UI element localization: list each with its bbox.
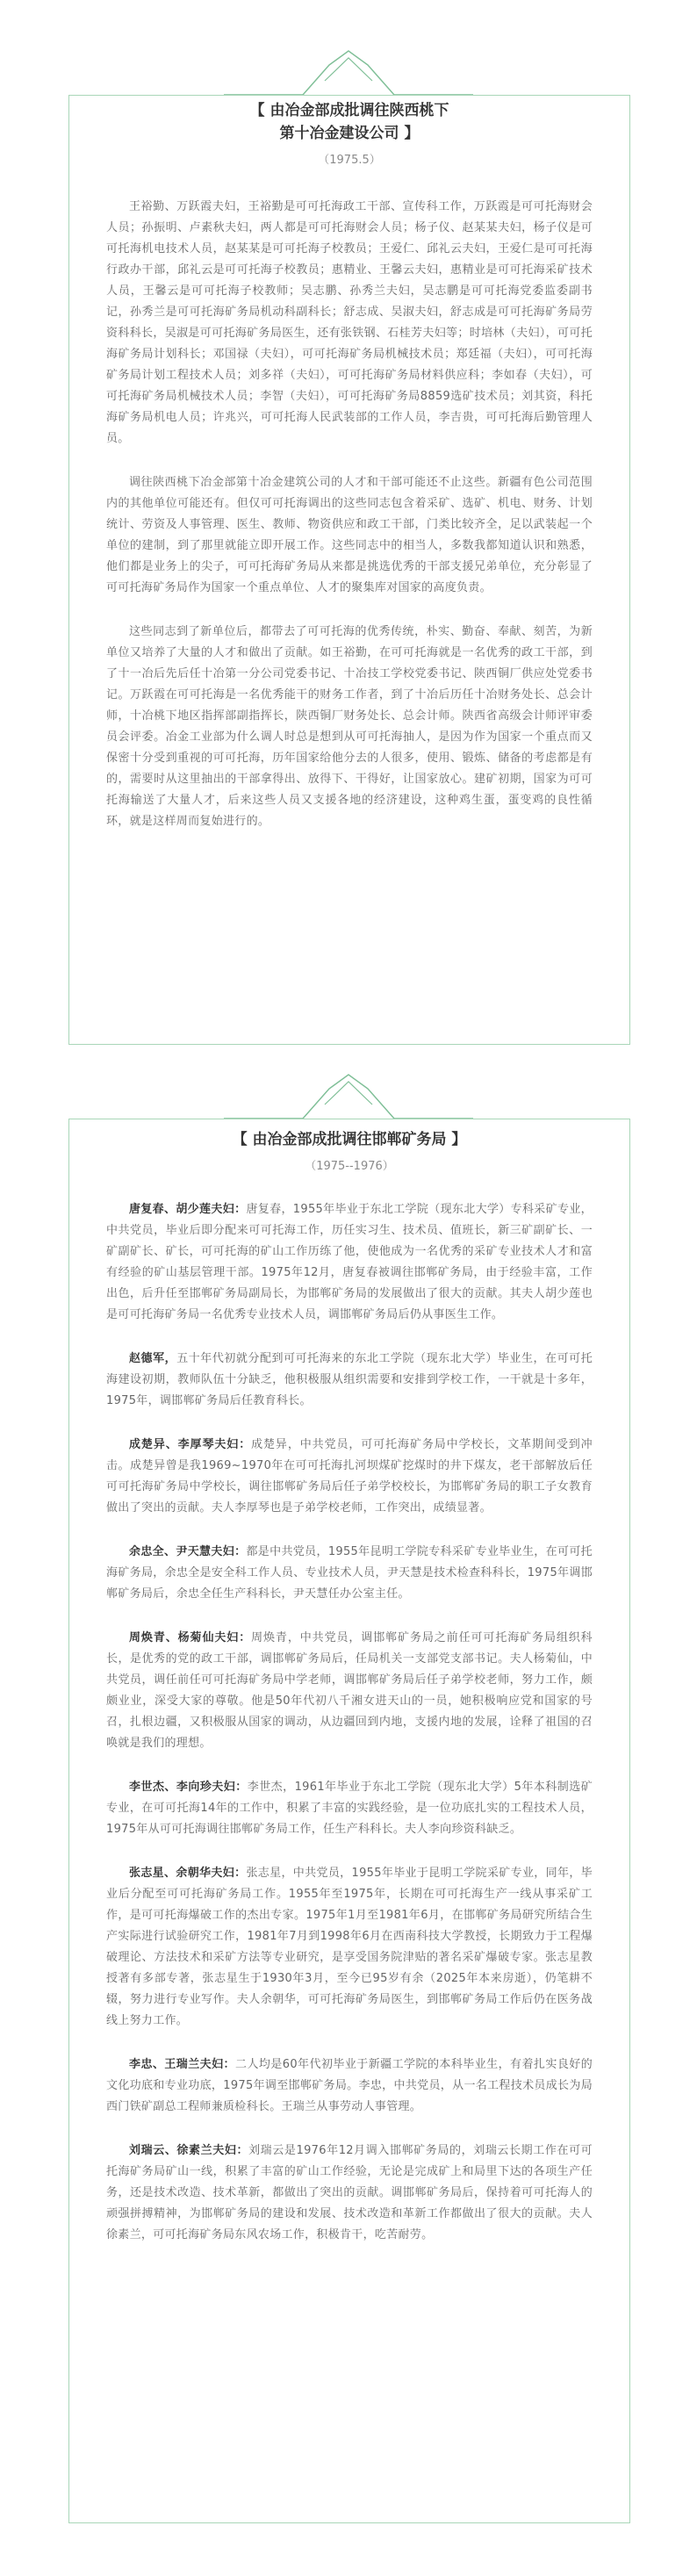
person-name: 刘瑞云、徐素兰夫妇：: [129, 2144, 249, 2157]
person-name: 张志星、余朝华夫妇：: [129, 1867, 247, 1880]
person-name: 唐复春、胡少莲夫妇：: [129, 1203, 247, 1216]
person-entry: [106, 1777, 593, 1840]
person-name: 余忠全、尹天慧夫妇：: [129, 1545, 247, 1558]
section-year: （1975.5）: [318, 154, 381, 167]
person-entry: [106, 1542, 593, 1605]
person-name: 赵德军，: [129, 1352, 177, 1365]
person-entry: [106, 1199, 593, 1326]
section-card-handan: [68, 1119, 630, 2523]
section-body: [69, 197, 629, 832]
person-name: 成楚异、李厚琴夫妇：: [129, 1438, 252, 1451]
section-body: [69, 1199, 629, 2246]
paragraph: 调往陕西桃下冶金部第十冶金建筑公司的人才和干部可能还不止这些。新疆有色公司范围内的其他单位可能还有。但仅可可托海调出的这些同志包含着采矿、选矿、机电、财务、计划统计、劳资及人事管理、医生、教师、物资供应和政工干部，门类比较齐全，足以武装起一个单位的建制，到了那里就能立即开展工作。这些同志中的相当人，多数我都知道认识和熟悉，他们都是业务上的尖子，可可托海矿务局从来都是挑选优秀的干部支援兄弟单位，充分彰显了可可托海矿务局作为国家一个重点单位、人才的聚集库对国家的高度负责。: [106, 476, 593, 594]
person-entry: [106, 1349, 593, 1412]
person-name: 李忠、王瑞兰夫妇：: [129, 2058, 235, 2071]
person-text: 李世杰，1961年毕业于东北工学院（现东北大学）5年本科制选矿专业，在可可托海14年的工作中，积累了丰富的实践经验，是一位功底扎实的工程技术人员，1975年从可可托海调往邯郸矿务局工作，任生产科科长。夫人李向珍资科缺乏。: [106, 1781, 593, 1836]
person-entry: [106, 2054, 593, 2118]
person-text: 二人均是60年代初毕业于新疆工学院的本科毕业生，有着扎实良好的文化功底和专业功底，1975年调至邯郸矿务局。李忠，中共党员，从一名工程技术员成长为局西门铁矿副总工程师兼质检科长。王瑞兰从事劳动人事管理。: [106, 2058, 593, 2113]
person-name: 李世杰、李向珍夫妇：: [129, 1781, 248, 1794]
section-title: 【 由冶金部成批调往邯郸矿务局 】: [232, 1131, 467, 1148]
paragraph: 这些同志到了新单位后，都带去了可可托海的优秀传统，朴实、勤奋、奉献、刻苦，为新单位又培养了大量的人才和做出了贡献。如王裕勤，在可可托海就是一名优秀的政工干部，到了十一冶后先后任十冶第一分公司党委书记、十冶技工学校党委书记、陕西铜厂供应处党委书记。万跃霞在可可托海是一名优秀能干的财务工作者，到了十冶后历任十冶财务处长、总会计师，十冶桃下地区指挥部副指挥长，陕西铜厂财务处长、总会计师。陕西省高级会计师评审委员会评委。冶金工业部为什么调人时总是想到从可可托海抽人，是因为作为国家一个重点而又保密十分受到重视的可可托海，历年国家给他分去的人很多，使用、锻炼、储备的考虑都是有的，需要时从这里抽出的干部拿得出、放得下、干得好，让国家放心。建矿初期，国家为可可托海输送了大量人才，后来这些人员又支援各地的经济建设，这种鸡生蛋，蛋变鸡的良性循环，就是这样周而复始进行的。: [106, 625, 593, 828]
person-text: 五十年代初就分配到可可托海来的东北工学院（现东北大学）毕业生，在可可托海建设初期，教师队伍十分缺乏，他积极服从组织需要和安排到学校工作，一干就是十多年，1975年，调邯郸矿务局后任教育科长。: [106, 1352, 593, 1407]
person-text: 都是中共党员，1955年昆明工学院专科采矿专业毕业生，在可可托海矿务局，余忠全是安全科工作人员、专业技术人员，尹天慧是技术检查科科长，1975年调邯郸矿务局后，余忠全任生产科科长，尹天慧任办公室主任。: [106, 1545, 593, 1601]
person-entry: [106, 1628, 593, 1754]
person-text: 张志星，中共党员，1955年毕业于昆明工学院采矿专业，同年，毕业后分配至可可托海矿务局工作。1955年至1975年，长期在可可托海生产一线从事采矿工作，是可可托海爆破工作的杰出专家。1975年1月至1981年6月，在邯郸矿务局研究所结合生产实际进行试验研究工作，1981年7月到1998年6月在西南科技大学教授，长期致力于工程爆破理论、方法技术和采矿方法等专业研究，是享受国务院津贴的著名采矿爆破专家。张志星教授著有多部专著，张志星生于1930年3月，至今已95岁有余（2025年本来房逝），仍笔耕不辍，努力进行专业写作。夫人余朝华，可可托海矿务局医生，到邯郸矿务局工作后仍在医务战线上努力工作。: [106, 1867, 593, 2027]
person-text: 周焕青，中共党员，调邯郸矿务局之前任可可托海矿务局组织科长，是优秀的党的政工干部，调邯郸矿务局后，任局机关一支部党支部书记。夫人杨菊仙，中共党员，调任前任可可托海矿务局中学老师，调邯郸矿务局后任子弟学校老师，努力工作，颇颇业业，深受大家的尊敬。他是50年代初八千湘女进天山的一员，她积极响应党和国家的号召，扎根边疆，又积极服从国家的调动，从边疆回到内地，支援内地的发展，诠释了祖国的召唤就是我们的理想。: [106, 1631, 593, 1750]
person-entry: [106, 2141, 593, 2246]
paragraph: 王裕勤、万跃霞夫妇，王裕勤是可可托海政工干部、宣传科工作，万跃霞是可可托海财会人员；孙振明、卢素秋夫妇，两人都是可可托海财会人员；杨子仪、赵某某夫妇，杨子仪是可可托海机电技术人员，赵某某是可可托海子校教员；王爱仁、邱礼云夫妇，王爱仁是可可托海行政办干部，邱礼云是可可托海子校教员；惠精业、王馨云夫妇，惠精业是可可托海采矿技术人员，王馨云是可可托海子校教师；吴志鹏、孙秀兰夫妇，吴志鹏是可可托海党委监委副书记，孙秀兰是可可托海矿务局机动科副科长；舒志成、吴淑夫妇，舒志成是可可托海矿务局劳资科科长，吴淑是可可托海矿务局医生，还有张铁钢、石桂芳夫妇等；时培林（夫妇），可可托海矿务局计划科长；邓国禄（夫妇），可可托海矿务局机械技术员；郑廷福（夫妇），可可托海矿务局计划工程技术人员；刘多祥（夫妇），可可托海矿务局材料供应科；李如春（夫妇），可可托海矿务局机械技术人员；李智（夫妇），可可托海矿务局8859选矿技术员；刘其资，科托海矿务局机电人员；许兆兴，可可托海人民武装部的工作人员，李吉贵，可可托海后勤管理人员。: [106, 200, 593, 445]
person-text: 刘瑞云是1976年12月调入邯郸矿务局的，刘瑞云长期工作在可可托海矿务局矿山一线，积累了丰富的矿山工作经验，无论是完成矿上和局里下达的各项生产任务，还是技术改造、技术革新，都做出了突出的贡献。调邯郸矿务局后，保持着可可托海人的顽强拼搏精神，为邯郸矿务局的建设和发展、技术改造和革新工作都做出了很大的贡献。夫人徐素兰，可可托海矿务局东风农场工作，积极肯干，吃苦耐劳。: [106, 2144, 593, 2241]
section-card-shaanxi: [68, 95, 630, 1045]
section-title-line1: 【 由冶金部成批调往陕西桃下: [249, 102, 449, 119]
person-entry: [106, 1863, 593, 2032]
person-text: 成楚异，中共党员，可可托海矿务局中学校长，文革期间受到冲击。成楚异曾是我1969~1970年在可可托海扎河坝煤矿挖煤时的井下煤友，老干部解放后任可可托海矿务局中学校长，调往邯郸矿务局后任子弟学校校长，为邯郸矿务局的职工子女教育做出了突出的贡献。夫人李厚琴也是子弟学校老师，工作突出，成绩显著。: [106, 1438, 593, 1515]
person-name: 周焕青、杨菊仙夫妇：: [129, 1631, 252, 1644]
section-title-line2: 第十冶金建设公司 】: [279, 125, 420, 142]
section-year: （1975--1976）: [305, 1160, 394, 1173]
person-entry: [106, 1435, 593, 1519]
person-text: 唐复春，1955年毕业于东北工学院（现东北大学）专科采矿专业，中共党员，毕业后即分配来可可托海工作，历任实习生、技术员、值班长，新三矿副矿长、一矿副矿长、矿长，可可托海的矿山工作历练了他，使他成为一名优秀的采矿专业技术人才和富有经验的矿山基层管理干部。1975年12月，唐复春被调往邯郸矿务局，由于经验丰富，工作出色，后升任至邯郸矿务局副局长，为邯郸矿务局的发展做出了很大的贡献。其夫人胡少莲也是可可托海矿务局一名优秀专业技术人员，调邯郸矿务局后仍从事医生工作。: [106, 1203, 593, 1321]
